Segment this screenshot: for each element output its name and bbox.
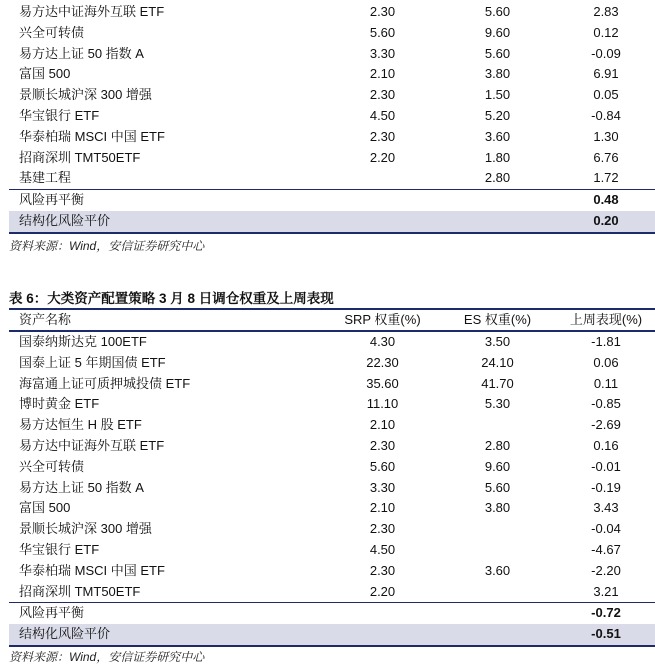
- es-weight: [440, 582, 555, 603]
- es-weight: 3.80: [484, 500, 511, 516]
- weekly-performance: 0.11: [593, 375, 619, 391]
- table-row: [9, 331, 655, 353]
- allocation-table-continued: [9, 2, 655, 234]
- asset-name: 招商深圳 TMT50ETF: [19, 583, 141, 599]
- table-row: [9, 127, 655, 148]
- asset-name: 华泰柏瑞 MSCI 中国 ETF: [19, 562, 165, 578]
- strategy-performance: -0.51: [555, 624, 655, 646]
- srp-weight: 5.60: [369, 458, 396, 474]
- strategy-performance: 0.48: [555, 190, 655, 211]
- asset-name: 易方达中证海外互联 ETF: [19, 4, 165, 19]
- strategy-name: 风险再平衡: [9, 190, 325, 211]
- es-weight: 5.60: [484, 4, 511, 19]
- table-row: [9, 23, 655, 44]
- table-row: [9, 85, 655, 106]
- header-asset-name: 资产名称: [9, 309, 325, 331]
- es-weight: 5.20: [484, 107, 511, 123]
- asset-name: 兴全可转债: [19, 24, 85, 40]
- srp-weight: 2.10: [369, 417, 396, 433]
- es-weight: 5.30: [484, 396, 511, 412]
- es-weight: 5.60: [484, 45, 511, 61]
- strategy-name: 结构化风险平价: [9, 624, 325, 646]
- es-weight: 3.80: [484, 66, 511, 82]
- weekly-performance: -0.85: [591, 396, 621, 412]
- summary-row-structured-risk-parity: [9, 624, 655, 646]
- table-row: [9, 64, 655, 85]
- table-row: [9, 44, 655, 65]
- srp-weight: 2.30: [369, 4, 396, 19]
- asset-name: 海富通上证可质押城投债 ETF: [19, 375, 191, 391]
- weekly-performance: 3.43: [593, 500, 619, 516]
- weekly-performance: 2.83: [593, 4, 619, 19]
- weekly-performance: 0.06: [593, 354, 619, 370]
- srp-weight: 3.30: [369, 45, 396, 61]
- header-es-weight: ES 权重(%): [440, 309, 555, 331]
- table-row: [9, 2, 655, 23]
- es-weight: 1.50: [484, 87, 511, 103]
- table-row: [9, 148, 655, 169]
- asset-name: 易方达恒生 H 股 ETF: [19, 417, 142, 433]
- asset-name: 兴全可转债: [19, 458, 85, 474]
- asset-name: 易方达中证海外互联 ETF: [19, 437, 165, 453]
- asset-name: 招商深圳 TMT50ETF: [19, 149, 141, 165]
- table-row: [9, 582, 655, 603]
- weekly-performance: -0.84: [591, 107, 621, 123]
- es-weight: 9.60: [484, 24, 511, 40]
- table-row: [9, 415, 655, 436]
- asset-name: 景顺长城沪深 300 增强: [19, 87, 152, 103]
- srp-weight: 3.30: [369, 479, 396, 495]
- es-weight: 5.60: [484, 479, 511, 495]
- weekly-performance: -0.01: [591, 458, 621, 474]
- srp-weight: 22.30: [366, 354, 399, 370]
- table-row: [9, 478, 655, 499]
- srp-weight: 4.50: [369, 541, 396, 557]
- es-weight: 3.60: [484, 562, 511, 578]
- srp-weight: 2.30: [369, 87, 396, 103]
- es-weight: 9.60: [484, 458, 511, 474]
- es-weight: [440, 540, 555, 561]
- weekly-performance: -1.81: [591, 334, 621, 349]
- table-row: [9, 436, 655, 457]
- table-row: [9, 457, 655, 478]
- weekly-performance: -4.67: [591, 541, 621, 557]
- srp-weight: 2.30: [369, 128, 396, 144]
- asset-name: 华宝银行 ETF: [19, 541, 100, 557]
- srp-weight: 35.60: [366, 375, 399, 391]
- table-row: [9, 540, 655, 561]
- weekly-performance: 6.91: [593, 66, 619, 82]
- table-row: [9, 394, 655, 415]
- es-weight: 2.80: [484, 170, 511, 186]
- allocation-table: [9, 308, 655, 647]
- weekly-performance: 1.72: [593, 170, 619, 186]
- asset-name: 易方达上证 50 指数 A: [19, 479, 144, 495]
- weekly-performance: -0.04: [591, 521, 621, 537]
- srp-weight: 11.10: [366, 396, 399, 412]
- weekly-performance: -0.09: [591, 45, 621, 61]
- strategy-performance: 0.20: [555, 211, 655, 233]
- data-source-note: 资料来源：Wind，安信证券研究中心: [9, 650, 205, 664]
- srp-weight: 2.20: [369, 583, 396, 599]
- es-weight: [440, 415, 555, 436]
- srp-weight: 2.30: [369, 521, 396, 537]
- header-srp-weight: SRP 权重(%): [325, 309, 440, 331]
- asset-name: 华泰柏瑞 MSCI 中国 ETF: [19, 128, 165, 144]
- table-row: [9, 353, 655, 374]
- srp-weight: 2.20: [369, 149, 396, 165]
- asset-name: 博时黄金 ETF: [19, 396, 100, 412]
- table-caption: 表 6：大类资产配置策略 3 月 8 日调仓权重及上周表现: [9, 291, 334, 306]
- srp-weight: [325, 168, 440, 189]
- es-weight: [440, 519, 555, 540]
- table-row: [9, 519, 655, 540]
- strategy-performance: -0.72: [555, 603, 655, 624]
- asset-name: 景顺长城沪深 300 增强: [19, 521, 152, 537]
- summary-row-structured-risk-parity: [9, 211, 655, 233]
- asset-name: 基建工程: [19, 170, 72, 186]
- srp-weight: 4.30: [369, 334, 396, 349]
- es-weight: 2.80: [484, 437, 511, 453]
- es-weight: 3.50: [484, 334, 511, 349]
- table-row: [9, 561, 655, 582]
- es-weight: 1.80: [484, 149, 511, 165]
- srp-weight: 2.10: [369, 66, 396, 82]
- weekly-performance: 6.76: [593, 149, 619, 165]
- asset-name: 华宝银行 ETF: [19, 107, 100, 123]
- table-row: [9, 168, 655, 189]
- weekly-performance: -0.19: [591, 479, 621, 495]
- weekly-performance: 1.30: [593, 128, 619, 144]
- weekly-performance: -2.20: [591, 562, 621, 578]
- table-header-row: [9, 309, 655, 331]
- header-weekly-performance: 上周表现(%): [555, 309, 655, 331]
- weekly-performance: 0.16: [593, 437, 619, 453]
- es-weight: 24.10: [481, 354, 514, 370]
- srp-weight: 2.30: [369, 437, 396, 453]
- weekly-performance: -2.69: [591, 417, 621, 433]
- strategy-name: 风险再平衡: [9, 603, 325, 624]
- table-row: [9, 374, 655, 395]
- asset-name: 国泰纳斯达克 100ETF: [19, 334, 147, 349]
- table-row: [9, 106, 655, 127]
- srp-weight: 2.10: [369, 500, 396, 516]
- srp-weight: 2.30: [369, 562, 396, 578]
- es-weight: 41.70: [481, 375, 514, 391]
- asset-name: 富国 500: [19, 66, 71, 82]
- weekly-performance: 0.05: [593, 87, 619, 103]
- es-weight: 3.60: [484, 128, 511, 144]
- srp-weight: 5.60: [369, 24, 396, 40]
- asset-name: 国泰上证 5 年期国债 ETF: [19, 354, 166, 370]
- summary-row-risk-rebalance: [9, 190, 655, 211]
- table-row: [9, 498, 655, 519]
- weekly-performance: 3.21: [593, 583, 619, 599]
- asset-name: 富国 500: [19, 500, 71, 516]
- summary-row-risk-rebalance: [9, 603, 655, 624]
- data-source-note: 资料来源：Wind，安信证券研究中心: [9, 239, 205, 253]
- strategy-name: 结构化风险平价: [9, 211, 325, 233]
- srp-weight: 4.50: [369, 107, 396, 123]
- asset-name: 易方达上证 50 指数 A: [19, 45, 144, 61]
- weekly-performance: 0.12: [593, 24, 619, 40]
